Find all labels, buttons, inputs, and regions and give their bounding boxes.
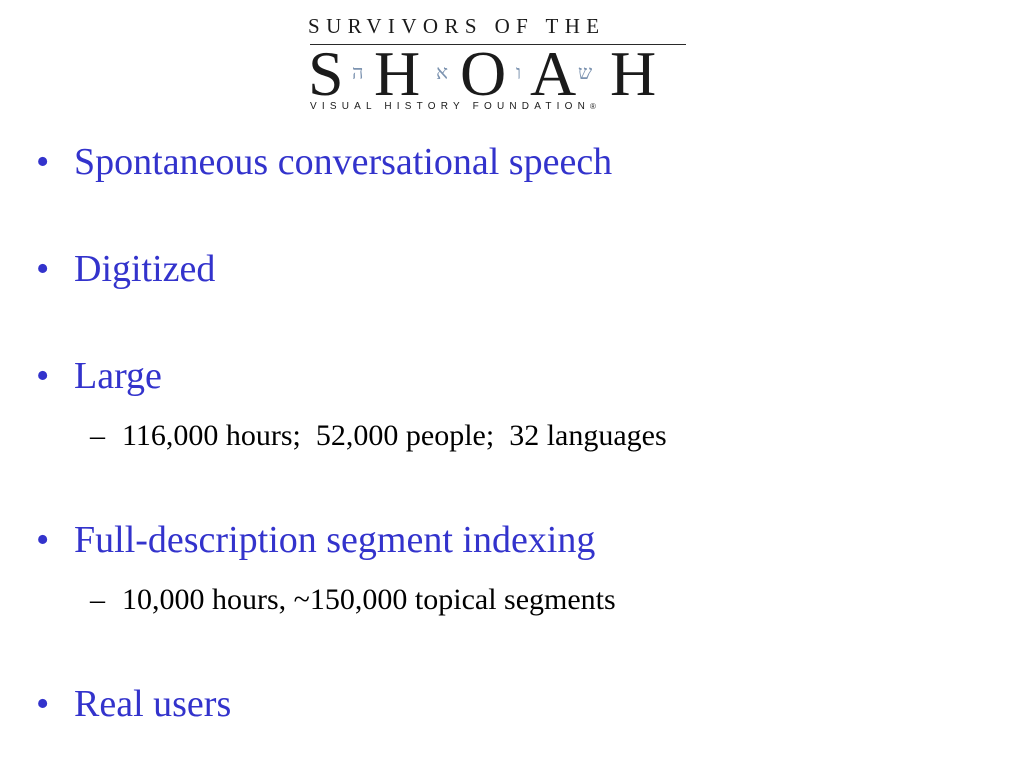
bullet-text: Real users xyxy=(74,683,232,725)
logo-letter-h1: H xyxy=(374,38,421,109)
logo-letter-a: A xyxy=(530,38,577,109)
logo-bottom-label: VISUAL HISTORY FOUNDATION xyxy=(310,101,591,112)
logo-letter-h2: H xyxy=(610,38,657,109)
bullet-marker: • xyxy=(36,248,50,290)
bullet-text: Full-description segment indexing xyxy=(74,519,596,561)
logo-hebrew-alef: א xyxy=(436,60,449,84)
sub-bullet-text: 10,000 hours, ~150,000 topical segments xyxy=(122,583,616,616)
bullet-text: Large xyxy=(74,355,162,397)
bullet-item xyxy=(36,140,612,184)
registered-mark: ® xyxy=(590,102,596,111)
bullet-marker: • xyxy=(36,519,50,561)
logo-top-text: SURVIVORS OF THE xyxy=(308,14,606,38)
logo-letter-o: O xyxy=(460,38,507,109)
bullet-marker: • xyxy=(36,355,50,397)
logo-hebrew-he: ה xyxy=(352,60,364,84)
bullet-item xyxy=(36,247,215,291)
logo-hebrew-vav: ו xyxy=(516,60,522,84)
bullet-item xyxy=(36,682,231,726)
logo-bottom-text xyxy=(310,101,694,113)
bullet-text: Digitized xyxy=(74,248,216,290)
sub-bullet-text: 116,000 hours; 52,000 people; 32 languages xyxy=(122,419,667,452)
bullet-marker: • xyxy=(36,141,50,183)
bullet-marker: • xyxy=(36,683,50,725)
sub-bullet-marker: – xyxy=(90,583,105,616)
sub-bullet-item xyxy=(90,418,667,454)
bullet-text: Spontaneous conversational speech xyxy=(74,141,613,183)
logo-letter-s: S xyxy=(308,38,344,109)
sub-bullet-marker: – xyxy=(90,419,105,452)
shoah-foundation-logo xyxy=(308,14,692,116)
sub-bullet-item xyxy=(90,582,616,618)
bullet-item xyxy=(36,354,162,398)
bullet-item xyxy=(36,518,595,562)
logo-hebrew-shin: ש xyxy=(578,60,593,84)
